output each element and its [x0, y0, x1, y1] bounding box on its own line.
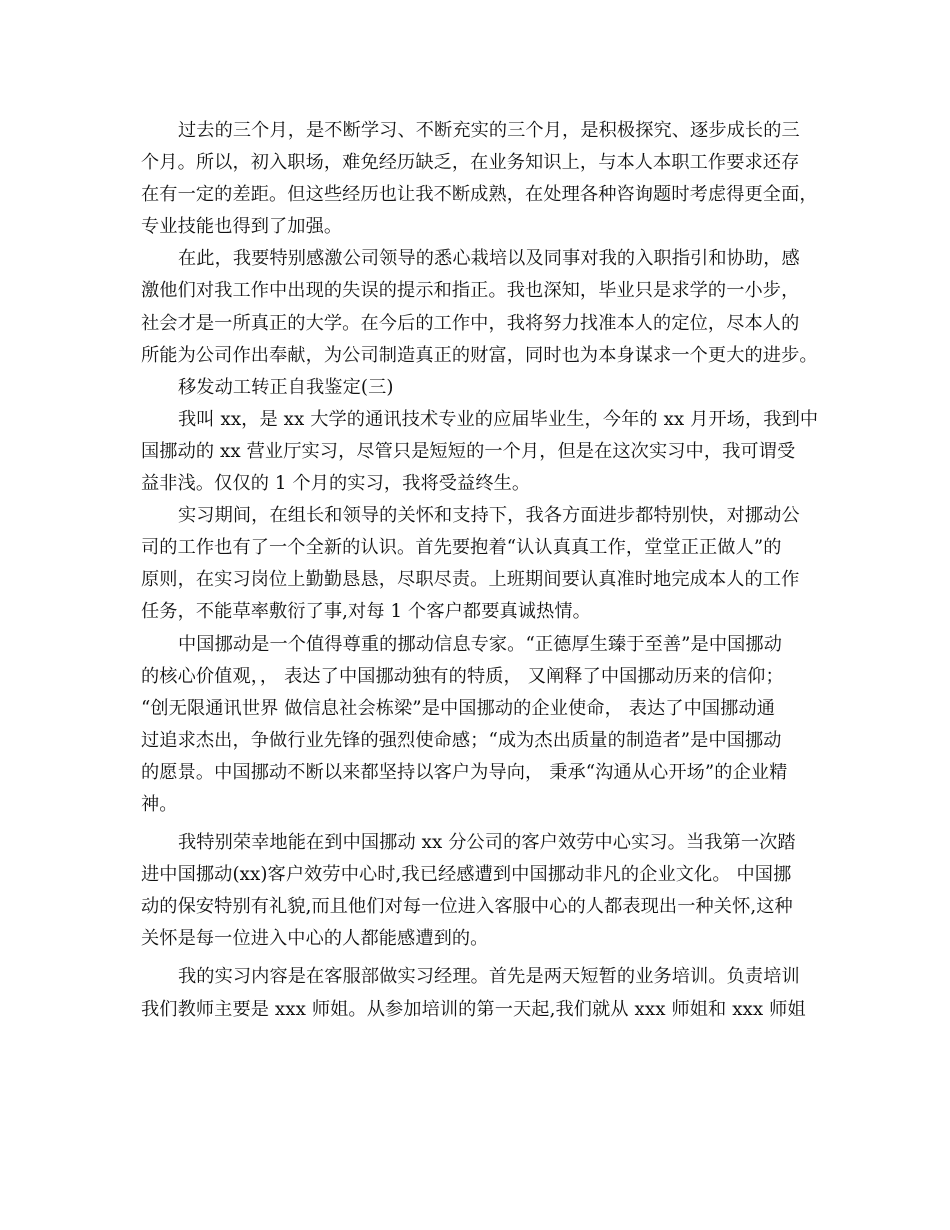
text-line: 神。: [141, 793, 178, 815]
text-line: 动的保安特别有礼貌,而且他们对每一位进入客服中心的人都表现出一种关怀,这种: [141, 896, 793, 918]
text-line: 国挪动的 xx 营业厅实习，尽管只是短短的一个月，但是在这次实习中，我可谓受: [141, 440, 796, 462]
text-line: 司的工作也有了一个全新的认识。首先要抱着“认认真真工作，堂堂正正做人”的: [141, 537, 782, 559]
text-line: 我特别荣幸地能在到中国挪动 xx 分公司的客户效劳中心实习。当我第一次踏: [178, 832, 796, 854]
text-line: 我们教师主要是 xxx 师姐。从参加培训的第一天起,我们就从 xxx 师姐和 xxx 师姐: [141, 998, 806, 1020]
text-line: 我叫 xx，是 xx 大学的通讯技术专业的应届毕业生，今年的 xx 月开场，我到中: [178, 408, 819, 430]
text-line: 过追求杰出，争做行业先锋的强烈使命感；“成为杰出质量的制造者”是中国挪动: [141, 729, 782, 751]
text-line: 我的实习内容是在客服部做实习经理。首先是两天短暂的业务培训。负责培训: [178, 966, 800, 988]
text-line: 在此，我要特别感激公司领导的悉心栽培以及同事对我的入职指引和协助，感: [178, 248, 800, 270]
text-line: 过去的三个月，是不断学习、不断充实的三个月，是积极探究、逐步成长的三: [178, 120, 800, 141]
text-line: 专业技能也得到了加强。: [141, 216, 343, 238]
text-line: 进中国挪动(xx)客户效劳中心时,我已经感遭到中国挪动非凡的企业文化。 中国挪: [141, 864, 792, 886]
text-line: 个月。所以，初入职场，难免经历缺乏，在业务知识上，与本人本职工作要求还存: [141, 152, 800, 174]
text-line: 益非浅。仅仅的 1 个月的实习，我将受益终生。: [141, 473, 531, 495]
text-line: 的核心价值观，， 表达了中国挪动独有的特质， 又阐释了中国挪动历来的信仰；: [141, 665, 784, 687]
text-line: 中国挪动是一个值得尊重的挪动信息专家。“正德厚生臻于至善”是中国挪动: [178, 633, 782, 655]
text-line: 实习期间，在组长和领导的关怀和支持下，我各方面进步都特别快，对挪动公: [178, 505, 800, 527]
section-heading: 移发动工转正自我鉴定(三): [178, 376, 394, 398]
text-line: 的愿景。中国挪动不断以来都坚持以客户为导向， 秉承“沟通从心开场”的企业精: [141, 761, 788, 783]
text-line: 关怀是每一位进入中心的人都能感遭到的。: [141, 928, 489, 950]
text-line: 任务，不能草率敷衍了事,对每 1 个客户都要真诚热情。: [141, 601, 591, 623]
text-line: “创无限通讯世界 做信息社会栋梁”是中国挪动的企业使命， 表达了中国挪动通: [141, 697, 776, 719]
text-line: 所能为公司作出奉献，为公司制造真正的财富，同时也为本身谋求一个更大的进步。: [141, 344, 818, 366]
document-body: [141, 115, 817, 1026]
text-line: 激他们对我工作中出现的失误的提示和指正。我也深知，毕业只是求学的一小步，: [141, 280, 800, 302]
text-line: 在有一定的差距。但这些经历也让我不断成熟，在处理各种咨询题时考虑得更全面，: [141, 184, 818, 206]
text-line: 原则，在实习岗位上勤勤恳恳，尽职尽责。上班期间要认真准时地完成本人的工作: [141, 569, 800, 591]
text-line: 社会才是一所真正的大学。在今后的工作中，我将努力找准本人的定位，尽本人的: [141, 312, 800, 334]
